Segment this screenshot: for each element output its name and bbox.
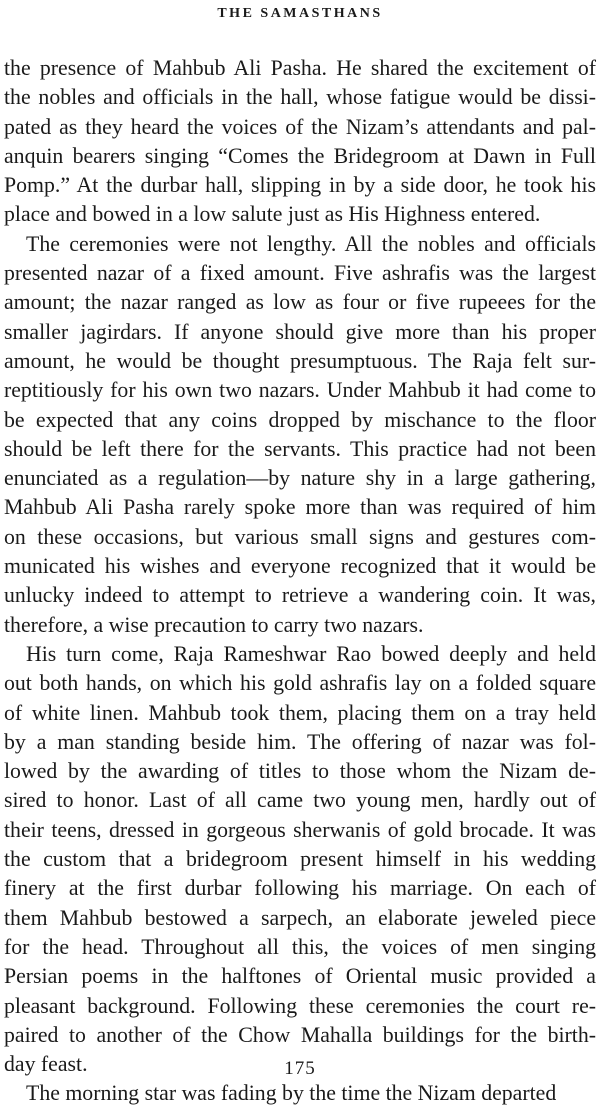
text-line: enunciated as a regulation—by nature shy in a large gathering, — [4, 466, 596, 491]
text-line: smaller jagirdars. If anyone should give more than his proper — [4, 319, 596, 344]
text-line: lowed by the awarding of titles to those whom the Nizam de- — [4, 759, 596, 784]
text-line: amount; the nazar ranged as low as four or five rupeees for the — [4, 290, 596, 315]
text-line: of white linen. Mahbub took them, placing them on a tray held — [4, 700, 596, 725]
text-line: anquin bearers singing “Comes the Bridegroom at Dawn in Full — [4, 143, 596, 168]
text-line: reptitiously for his own two nazars. Under Mahbub it had come to — [4, 378, 596, 403]
text-line: pated as they heard the voices of the Nizam’s attendants and pal- — [4, 114, 596, 139]
text-line: by a man standing beside him. The offering of nazar was fol- — [4, 729, 596, 754]
text-line: Persian poems in the halftones of Oriental music provided a — [4, 964, 596, 989]
text-line: paired to another of the Chow Mahalla buildings for the birth- — [4, 1022, 596, 1047]
text-line: The ceremonies were not lengthy. All the nobles and officials — [26, 231, 596, 256]
page-number: 175 — [284, 1058, 316, 1079]
body-text — [4, 54, 596, 1109]
text-line: day feast. — [4, 1052, 88, 1077]
text-line: amount, he would be thought presumptuous. The Raja felt sur- — [4, 348, 596, 373]
text-line: pleasant background. Following these ceremonies the court re- — [4, 993, 596, 1018]
text-line: unlucky indeed to attempt to retrieve a wandering coin. It was, — [4, 583, 596, 608]
text-line: for the head. Throughout all this, the voices of men singing — [4, 934, 596, 959]
text-line: should be left there for the servants. This practice had not been — [4, 436, 596, 461]
text-line: out both hands, on which his gold ashrafis lay on a folded square — [4, 671, 596, 696]
text-line: sired to honor. Last of all came two young men, hardly out of — [4, 788, 596, 813]
text-line: The morning star was fading by the time the Nizam departed — [26, 1081, 557, 1106]
text-line: place and bowed in a low salute just as His Highness entered. — [4, 202, 541, 227]
text-line: the custom that a bridegroom present himself in his wedding — [4, 847, 596, 872]
paragraph — [4, 230, 596, 640]
text-line: Pomp.” At the durbar hall, slipping in by a side door, he took his — [4, 173, 596, 198]
text-line: be expected that any coins dropped by mischance to the floor — [4, 407, 596, 432]
text-line: Mahbub Ali Pasha rarely spoke more than was required of him — [4, 495, 596, 520]
text-line: the nobles and officials in the hall, whose fatigue would be dissi- — [4, 85, 596, 110]
paragraph — [4, 54, 596, 230]
paragraph — [4, 1079, 596, 1108]
paragraph — [4, 640, 596, 1079]
text-line: the presence of Mahbub Ali Pasha. He shared the excitement of — [4, 56, 596, 80]
text-line: municated his wishes and everyone recognized that it would be — [4, 554, 596, 579]
text-line: His turn come, Raja Rameshwar Rao bowed deeply and held — [26, 641, 596, 666]
text-line: presented nazar of a fixed amount. Five ashrafis was the largest — [4, 261, 596, 286]
running-head: THE SAMASTHANS — [217, 6, 383, 21]
text-line: them Mahbub bestowed a sarpech, an elaborate jeweled piece — [4, 905, 596, 930]
text-line: their teens, dressed in gorgeous sherwanis of gold brocade. It was — [4, 817, 596, 842]
text-line: therefore, a wise precaution to carry two nazars. — [4, 612, 424, 637]
text-line: finery at the first durbar following his marriage. On each of — [4, 876, 596, 901]
text-line: on these occasions, but various small signs and gestures com- — [4, 524, 596, 549]
